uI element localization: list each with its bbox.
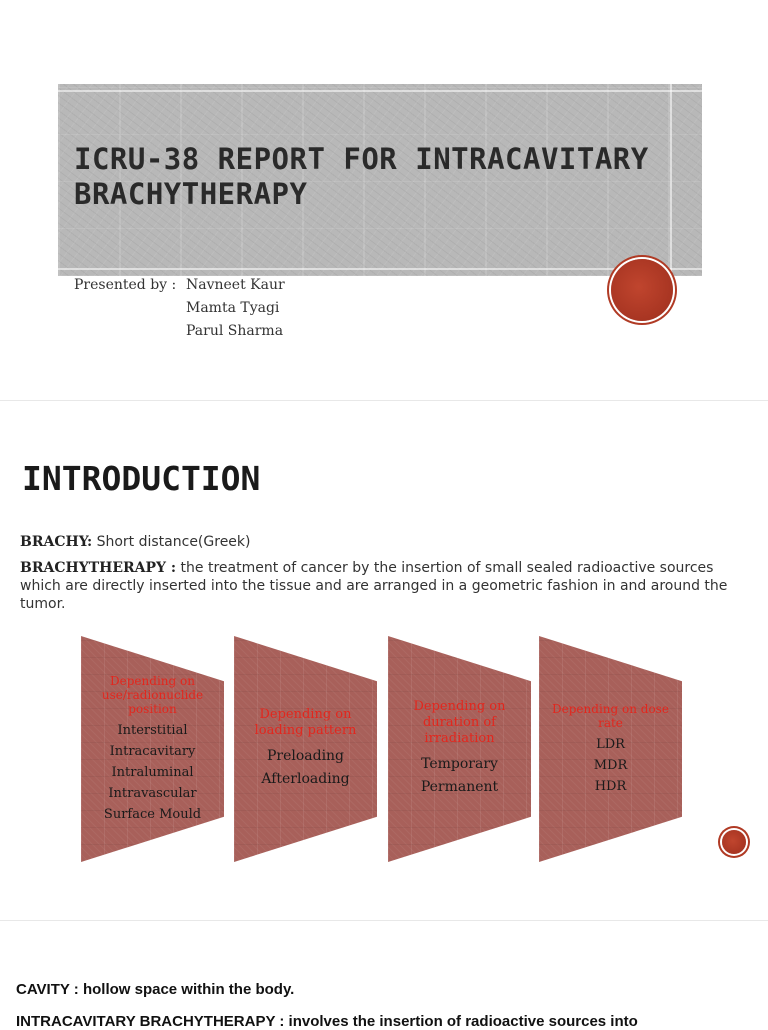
brachy-term: BRACHY: — [20, 534, 93, 550]
panel-item: Permanent — [420, 779, 499, 795]
presentation-title: ICRU-38 REPORT FOR INTRACAVITARY BRACHYTHERAPY — [74, 142, 649, 211]
panel-heading: Depending on use/radionuclide position — [101, 673, 204, 716]
brachytherapy-term: BRACHYTHERAPY : — [20, 560, 177, 576]
brachy-definition — [20, 533, 738, 551]
presented-by-label: Presented by : — [74, 277, 177, 293]
presenter-name: Mamta Tyagi — [186, 300, 280, 316]
panel-item: Intraluminal — [111, 764, 194, 780]
panel-item: HDR — [594, 778, 627, 794]
cavity-slide — [0, 920, 768, 1030]
panel-item: LDR — [596, 736, 625, 752]
intracavitary-definition — [16, 1013, 638, 1030]
panel-heading: Depending on duration of irradiation — [413, 699, 506, 746]
panel-duration-content — [388, 636, 531, 862]
panel-loading-content — [234, 636, 377, 862]
panel-item: Intravascular — [108, 785, 197, 801]
brachytherapy-def: the treatment of cancer by the insertion of small sealed radioactive sources which are directly inserted into the tissue and are arranged in a geometric fashion in and around the tumor. — [20, 560, 728, 612]
decorative-circle-icon — [611, 259, 673, 321]
band-edge-right — [670, 84, 672, 276]
panel-item: Afterloading — [261, 771, 350, 787]
panel-dose-content — [539, 636, 682, 862]
presenter-name: Parul Sharma — [186, 323, 284, 339]
panel-heading: Depending on dose rate — [552, 701, 669, 730]
panel-item: Interstitial — [117, 722, 188, 738]
brachytherapy-definition — [20, 559, 738, 613]
panel-item: Intracavitary — [109, 743, 196, 759]
panel-item: MDR — [593, 757, 628, 773]
intracavitary-term: INTRACAVITARY BRACHYTHERAPY : — [16, 1013, 285, 1030]
band-edge-bottom — [58, 268, 702, 270]
decorative-circle-icon — [722, 830, 746, 854]
intracavitary-def: involves the insertion of radioactive sources into — [284, 1013, 638, 1030]
brachy-def: Short distance(Greek) — [92, 534, 251, 550]
panel-item: Temporary — [421, 756, 498, 772]
presenter-list — [186, 274, 285, 343]
cavity-definition: CAVITY : hollow space within the body. — [16, 981, 295, 998]
title-slide — [0, 0, 768, 400]
introduction-slide — [0, 400, 768, 921]
panel-item: Surface Mould — [103, 806, 202, 822]
panel-heading: Depending on loading pattern — [254, 707, 357, 738]
panel-position-content — [81, 636, 224, 862]
introduction-title: INTRODUCTION — [22, 459, 261, 498]
panel-item: Preloading — [266, 748, 345, 764]
presenter-name: Navneet Kaur — [186, 277, 285, 293]
band-edge-top — [58, 90, 702, 92]
